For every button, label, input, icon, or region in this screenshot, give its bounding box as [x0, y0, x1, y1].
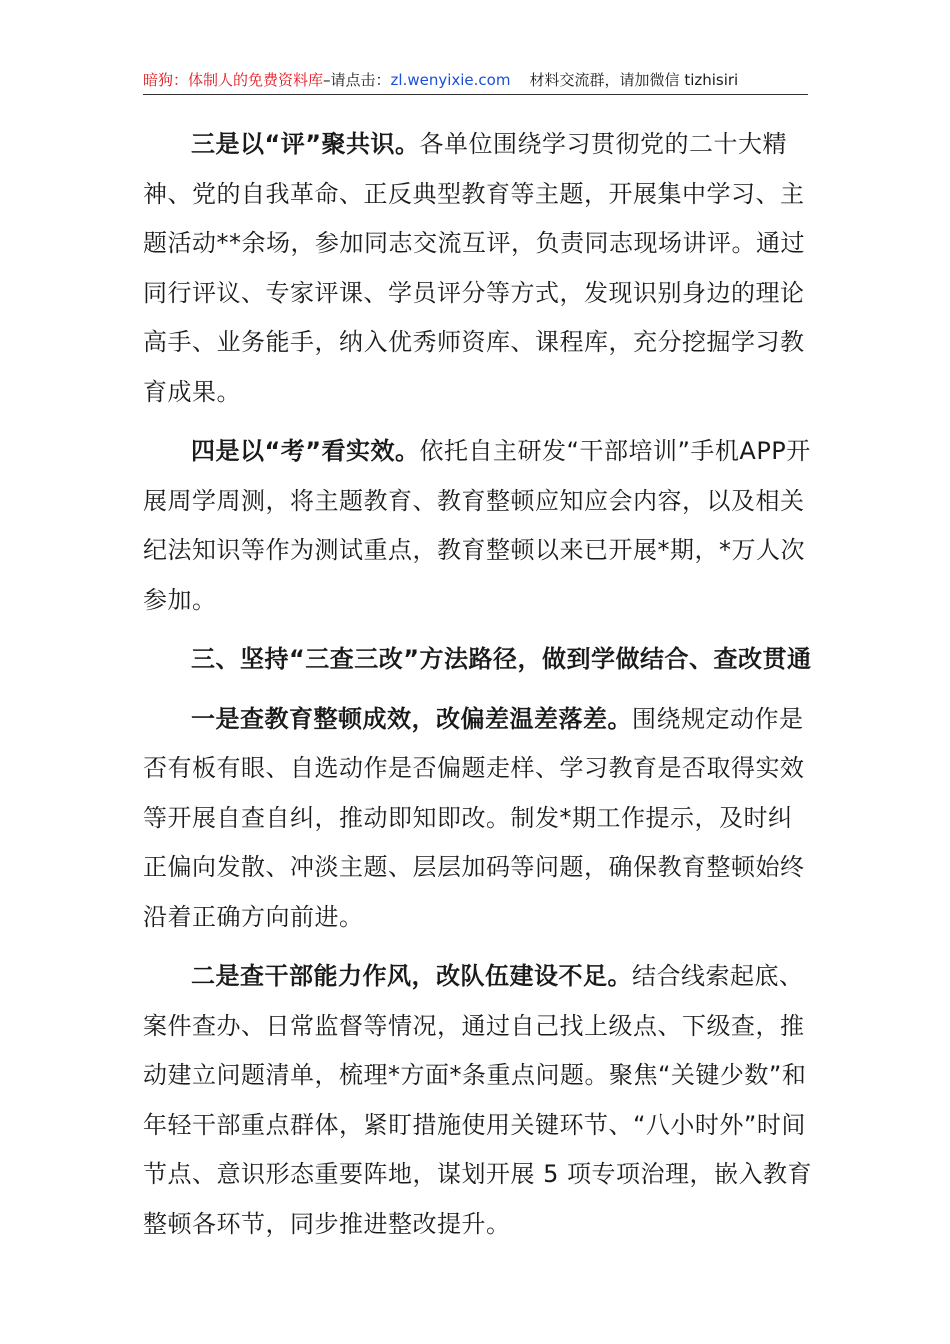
header-click-hint: –请点击：	[323, 71, 391, 89]
page-header	[143, 68, 808, 92]
paragraph-lead: 二是查干部能力作风，改队伍建设不足。	[191, 962, 632, 990]
paragraph-evaluate	[143, 120, 813, 417]
paragraph-check-cadre	[143, 952, 813, 1249]
paragraph-text: 围绕规定动作是否有板有眼、自选动作是否偏题走样、学习教育是否取得实效等开展自查自纠，推动即知即改。制发*期工作提示，及时纠正偏向发散、冲淡主题、层层加码等问题，确保教育整顿始终沿着正确方向前进。	[143, 704, 805, 931]
paragraph-check-effect	[143, 695, 813, 943]
header-wechat-note: 材料交流群，请加微信 tizhisiri	[529, 71, 739, 89]
header-site-name: 暗狗：体制人的免费资料库	[143, 71, 324, 89]
header-link[interactable]: zl.wenyixie.com	[390, 71, 511, 89]
paragraph-lead: 一是查教育整顿成效，改偏差温差落差。	[191, 704, 632, 733]
paragraph-text: 依托自主研发“干部培训”手机APP开展周学周测，将主题教育、教育整顿应知应会内容，以及相关纪法知识等作为测试重点，教育整顿以来已开展*期，*万人次参加。	[143, 437, 811, 614]
paragraph-lead: 三是以“评”聚共识。	[191, 130, 420, 158]
document-body	[143, 120, 813, 1259]
paragraph-lead: 四是以“考”看实效。	[191, 437, 420, 465]
paragraph-text: 结合线索起底、案件查办、日常监督等情况，通过自己找上级点、下级查，推动建立问题清单，梳理*方面*条重点问题。聚焦“关键少数”和年轻干部重点群体，紧盯措施使用关键环节、“八小时外”时间节点、意识形态重要阵地，谋划开展 5 项专项治理，嵌入教育整顿各环节，同步推进整改提升。	[143, 962, 813, 1238]
section-heading: 三、坚持“三查三改”方法路径，做到学做结合、查改贯通	[191, 645, 812, 673]
paragraph-text: 各单位围绕学习贯彻党的二十大精神、党的自我革命、正反典型教育等主题，开展集中学习、主题活动**余场，参加同志交流互评，负责同志现场讲评。通过同行评议、专家评课、学员评分等方式，发现识别身边的理论高手、业务能手，纳入优秀师资库、课程库，充分挖掘学习教育成果。	[143, 130, 805, 406]
paragraph-exam	[143, 427, 813, 625]
header-divider	[143, 94, 808, 95]
